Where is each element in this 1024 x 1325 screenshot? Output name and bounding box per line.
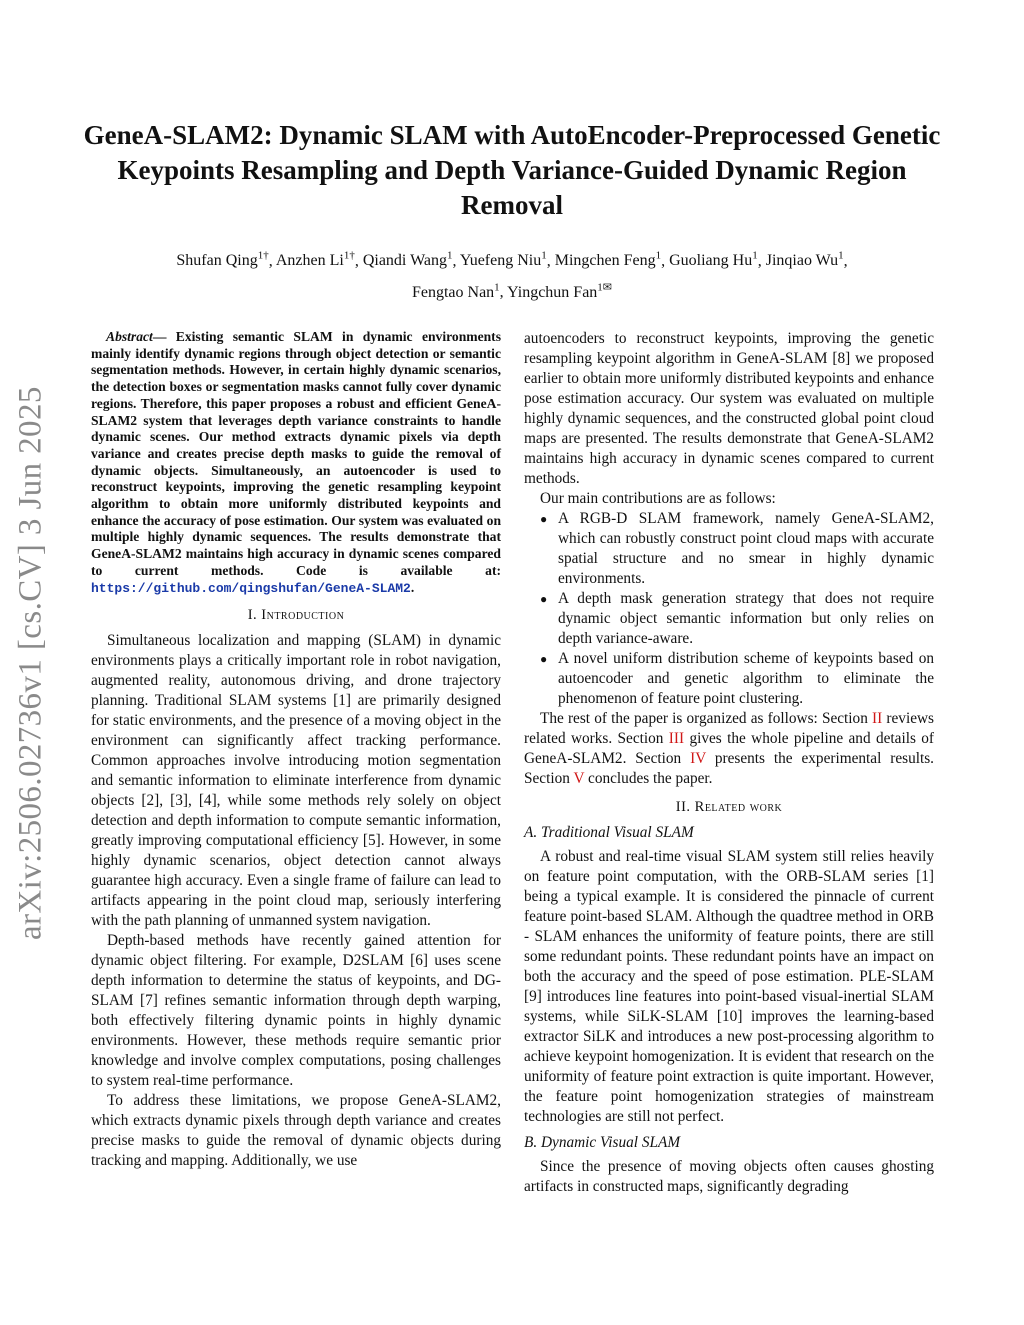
right-column [524, 329, 934, 1197]
code-link[interactable]: https://github.com/qingshufan/GeneA-SLAM2 [91, 580, 411, 596]
bullet-icon: ● [540, 512, 548, 526]
author-list: Shufan Qing$^{1\dagger}$, Anzhen $Li^{1\dagger}$, Qiandi Wang$^1$, Yuefeng Niu$^1$, Mingchen Feng$^1$, Guoliang Hu$^1$, Jinqiao Wu$^1$, Fengtao Nan$^1$, Yingchun Fan$^{1✉}$ [176, 250, 848, 301]
section-ref-link[interactable]: V [573, 770, 585, 787]
section-ref-link[interactable]: II [872, 710, 883, 727]
author: Yuefeng Niu$^1$ [459, 250, 547, 270]
list-item: ● A novel uniform distribution scheme of keypoints based on autoencoder and genetic algorithm to eliminate the phenomenon of feature point clustering. [540, 650, 934, 707]
paragraph: A robust and real-time visual SLAM system still relies heavily on feature point computation, with the ORB-SLAM series [1] being a typical example. It is considered the pinnacle of current feature point-based SLAM. Although the quadtree method in ORB - SLAM enhances the uniformity of feature points, there are still some redundant points. These redundant points have an impact on both the accuracy and the speed of pose estimation. PLE-SLAM [9] introduces line features into point-based visual-inertial SLAM systems, while SiLK-SLAM [10] improves the learning-based extractor SiLK and introduces a new post-processing algorithm to achieve keypoint homogenization. It is evident that research on the uniformity of feature point extraction is quite important. However, the feature point homogenization strategies of mainstream technologies are still not perfect. [524, 848, 934, 1125]
author: Yingchun Fan$^{1✉}$ [507, 281, 613, 301]
abstract-label: Abstract [106, 329, 153, 344]
author: Guoliang Hu$^1$ [669, 250, 758, 270]
paragraph: Since the presence of moving objects often causes ghosting artifacts in constructed maps, significantly degrading [524, 1158, 934, 1195]
author: Anzhen $Li^{1\dagger}$ [275, 250, 355, 270]
list-item: ● A depth mask generation strategy that does not require dynamic object semantic information but only relies on depth variance-aware. [540, 590, 934, 647]
author: Qiandi Wang$^1$ [362, 250, 453, 270]
subsection-heading: B. Dynamic Visual SLAM [524, 1134, 681, 1151]
list-item: ● A RGB-D SLAM framework, namely GeneA-SLAM2, which can robustly construct point cloud maps with accurate spatial structure and no smear in highly dynamic environments. [540, 510, 934, 587]
author: Fengtao Nan$^1$ [411, 281, 500, 301]
bullet-icon: ● [540, 592, 548, 606]
section-heading-related-work: II. Related work [675, 799, 783, 815]
contributions-intro: Our main contributions are as follows: [540, 490, 776, 507]
section-ref-link[interactable]: III [668, 730, 685, 747]
author: Shufan Qing$^{1\dagger}$ [176, 250, 269, 270]
left-column [91, 329, 501, 1171]
subsection-heading: A. Traditional Visual SLAM [524, 824, 694, 841]
contributions-list [524, 509, 934, 709]
paragraph-continued: autoencoders to reconstruct keypoints, improving the genetic resampling keypoint algorithm in GeneA-SLAM [8] we proposed earlier to obtain more uniformly distributed keypoints and enhance pose estimation accuracy. Our system was evaluated on multiple highly dynamic sequences, and the constructed global point cloud maps are presented. The results demonstrate that GeneA-SLAM2 maintains high accuracy in dynamic scenes compared to current methods. [524, 330, 934, 487]
paper-organization: The rest of the paper is organized as follows: Section II reviews related works. Section III gives the whole pipeline and details of GeneA-SLAM2. Section IV presents the experimental results. Section V concludes the paper. [524, 710, 935, 787]
paragraph: To address these limitations, we propose GeneA-SLAM2, which extracts dynamic pixels through depth variance and creates precise masks to guide the removal of dynamic objects during tracking and mapping. Additionally, we use [91, 1092, 501, 1170]
bullet-icon: ● [540, 652, 548, 666]
paper-title: GeneA-SLAM2: Dynamic SLAM with AutoEncoder-Preprocessed Genetic Keypoints Resampling and Depth Variance-Guided Dynamic Region Removal [83, 120, 941, 220]
section-ref-link[interactable]: IV [690, 750, 706, 767]
author: Mingchen Feng$^1$ [554, 250, 662, 270]
section-heading-introduction: I. Introduction [247, 607, 345, 624]
paragraph: Simultaneous localization and mapping (SLAM) in dynamic environments plays a critically important role in robot navigation, augmented reality, autonomous driving, and drone trajectory planning. Traditional SLAM systems [1] are primarily designed for static environments, and the presence of a moving object in the environment can significantly affect tracking performance. Common approaches involve introducing motion segmentation and semantic information to eliminate interference from dynamic objects [2], [3], [4], while some methods rely solely on object detection and depth information to compute semantic information, greatly improving computational efficiency [5]. However, in some highly dynamic scenarios, object detection cannot always guarantee high accuracy. Even a single frame of failure can lead to artifacts appearing in the point cloud map, seriously interfering with the path planning of unmanned system navigation. [91, 632, 501, 930]
author: Jinqiao Wu$^1$ [765, 250, 844, 270]
paragraph: Depth-based methods have recently gained attention for dynamic object filtering. For example, D2SLAM [6] uses scene depth information to determine the status of keypoints, and DG-SLAM [7] refines semantic information through depth warping, both effectively filtering dynamic points in highly dynamic environments. However, these methods require semantic prior knowledge and involve complex computations, posing challenges to system real-time performance. [91, 932, 501, 1090]
abstract: Abstract— Existing semantic SLAM in dynamic environments mainly identify dynamic regions through object detection or semantic segmentation methods. However, in certain highly dynamic scenarios, the detection boxes or segmentation masks cannot fully cover dynamic regions. Therefore, this paper proposes a robust and efficient GeneA-SLAM2 system that leverages depth variance constraints to handle dynamic scenes. Our method extracts dynamic pixels via depth variance and creates precise depth masks to guide the removal of dynamic objects. Simultaneously, an autoencoder is used to reconstruct keypoints, improving the genetic resampling keypoint algorithm to obtain more uniformly distributed keypoints and enhance the accuracy of pose estimation. Our system was evaluated on multiple highly dynamic sequences. The results demonstrate that GeneA-SLAM2 maintains high accuracy in dynamic scenes compared to current methods. Code is available at: https://github.com/qingshufan/GeneA-SLAM2. [91, 329, 501, 596]
arxiv-identifier: arXiv:2506.02736v1 [cs.CV] 3 Jun 2025 [12, 386, 49, 940]
